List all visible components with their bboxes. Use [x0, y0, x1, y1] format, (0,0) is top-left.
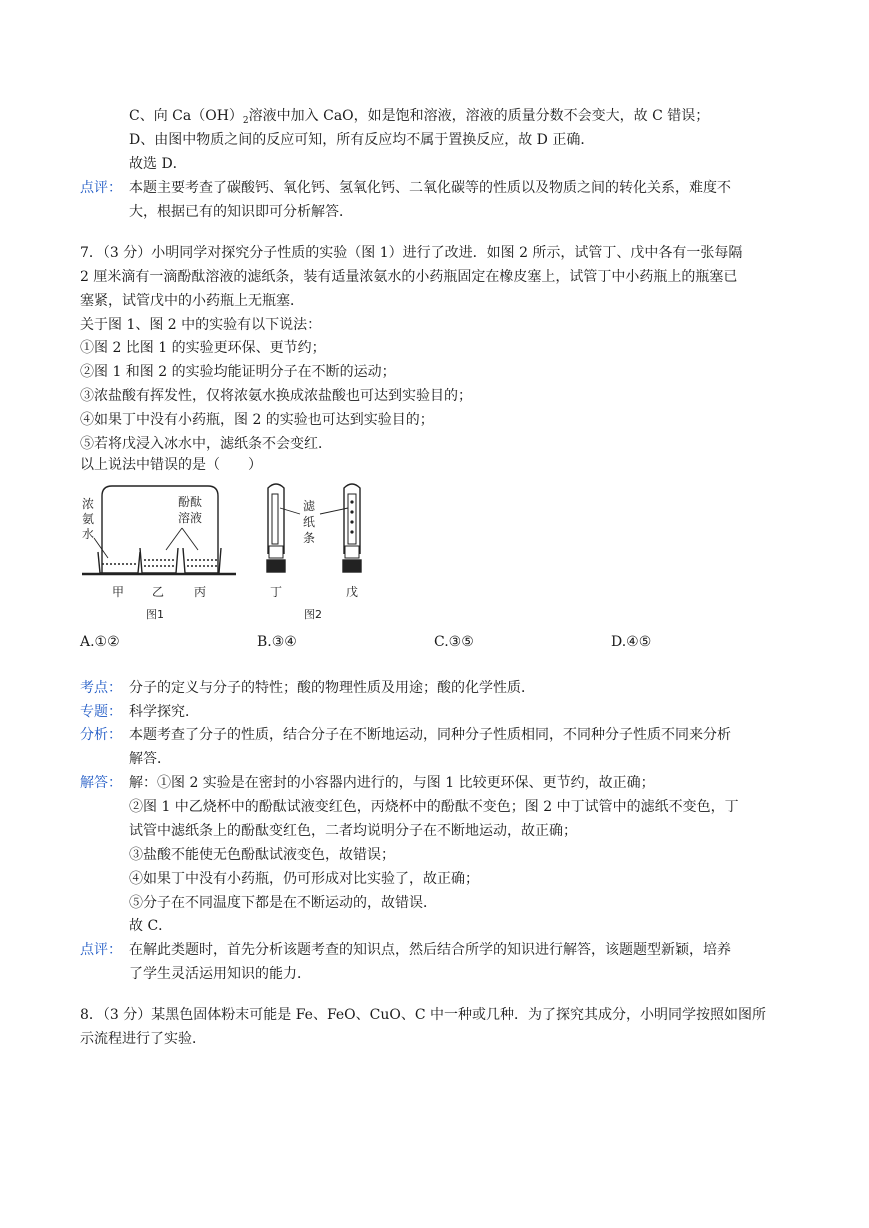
jieda-text-3: 试管中滤纸条上的酚酞变红色，二者均说明分子在不断地运动，故正确； — [129, 823, 577, 839]
fig1-label-phenolphthalein-2: 溶液 — [178, 511, 203, 525]
fenxi-label: 分析： — [80, 727, 122, 743]
fig2-label-strip-1: 滤 — [303, 499, 316, 513]
jieda-text-6: ⑤分子在不同温度下都是在不断运动的，故错误． — [129, 895, 437, 911]
q7-statement-2: ②图 1 和图 2 的实验均能证明分子在不断的运动； — [80, 364, 396, 380]
fig2-label-strip-2: 纸 — [303, 515, 316, 529]
kaodian-label: 考点： — [80, 680, 122, 696]
q7-statement-5: ⑤若将戊浸入冰水中，滤纸条不会变红． — [80, 436, 332, 452]
fig1-label-ammonia-3: 水 — [82, 527, 95, 541]
fig1-label-ammonia-1: 浓 — [82, 497, 95, 511]
tube-label-wu: 戊 — [346, 585, 359, 599]
q8-stem-2: 示流程进行了实验． — [80, 1031, 206, 1047]
zhuanti-label: 专题： — [80, 704, 122, 720]
fig1-label-phenolphthalein-1: 酚酞 — [178, 495, 203, 509]
kaodian-text: 分子的定义与分子的特性；酸的物理性质及用途；酸的化学性质． — [129, 680, 535, 696]
answer-choice: 故选 D． — [129, 156, 187, 172]
q7-statement-4: ④如果丁中没有小药瓶，图 2 的实验也可达到实验目的； — [80, 412, 434, 428]
comment-label: 点评： — [80, 180, 122, 196]
dianping-text-1: 在解此类题时，首先分析该题考查的知识点，然后结合所学的知识进行解答，该题题型新颖，培养 — [129, 942, 731, 958]
fenxi-text-1: 本题考查了分子的性质，结合分子在不断地运动，同种分子性质相同，不同种分子性质不同来分析 — [129, 727, 731, 743]
q7-statement-1: ①图 2 比图 1 的实验更环保、更节约； — [80, 340, 326, 356]
option-d: D.④⑤ — [611, 634, 652, 650]
fig2-label-strip-3: 条 — [303, 531, 316, 545]
option-d-explanation: D、由图中物质之间的反应可知，所有反应均不属于置换反应，故 D 正确． — [129, 132, 595, 148]
beaker-label-jia: 甲 — [112, 585, 125, 599]
q7-stem-3: 塞紧，试管戊中的小药瓶上无瓶塞． — [80, 293, 304, 309]
q8-stem-1: 8．（3 分）某黑色固体粉末可能是 Fe、FeO、CuO、C 中一种或几种．为了探究其成分，小明同学按照如图所 — [80, 1007, 767, 1023]
zhuanti-text: 科学探究． — [129, 704, 199, 720]
q7-question: 以上说法中错误的是（ ） — [80, 457, 262, 473]
option-c-explanation: C、向 $Ca(OH)_2$溶液中加入 CaO，如是饱和溶液，溶液的质量分数不会变大，故 C 错误； — [129, 108, 710, 126]
jieda-text-4: ③盐酸不能使无色酚酞试液变色，故错误； — [129, 847, 395, 863]
experiment-figure — [78, 478, 478, 628]
fig1-caption: 图1 — [146, 608, 164, 621]
q7-stem-4: 关于图 1、图 2 中的实验有以下说法： — [80, 317, 322, 333]
q7-stem-2: 2 厘米滴有一滴酚酞溶液的滤纸条，装有适量浓氨水的小药瓶固定在橡皮塞上，试管丁中小药瓶上的瓶塞已 — [80, 269, 738, 285]
q7-stem-1: 7．（3 分）小明同学对探究分子性质的实验（图 1）进行了改进．如图 2 所示，试管丁、戊中各有一张每隔 — [80, 245, 743, 261]
jieda-text-2: ②图 1 中乙烧杯中的酚酞试液变红色，丙烧杯中的酚酞不变色；图 2 中丁试管中的滤纸不变色，丁 — [129, 799, 739, 815]
jieda-text-5: ④如果丁中没有小药瓶，仍可形成对比实验了，故正确； — [129, 871, 479, 887]
dianping-label: 点评： — [80, 942, 122, 958]
jieda-text-7: 故 C． — [129, 918, 173, 934]
option-c: C.③⑤ — [434, 634, 474, 650]
comment-text-2: 大，根据已有的知识即可分析解答． — [129, 204, 353, 220]
comment-text-1: 本题主要考查了碳酸钙、氧化钙、氢氧化钙、二氧化碳等的性质以及物质之间的转化关系，难度不 — [129, 180, 731, 196]
option-b: B.③④ — [257, 634, 297, 650]
fig1-label-ammonia-2: 氨 — [82, 512, 95, 526]
beaker-label-bing: 丙 — [194, 585, 207, 599]
q7-statement-3: ③浓盐酸有挥发性，仅将浓氨水换成浓盐酸也可达到实验目的； — [80, 388, 472, 404]
beaker-label-yi: 乙 — [152, 585, 165, 599]
tube-label-ding: 丁 — [270, 585, 283, 599]
dianping-text-2: 了学生灵活运用知识的能力． — [129, 966, 311, 982]
fenxi-text-2: 解答． — [129, 751, 171, 767]
figure-1 — [82, 486, 236, 574]
option-a: A.①② — [80, 634, 120, 650]
jieda-text-1: 解：①图 2 实验是在密封的小容器内进行的，与图 1 比较更环保、更节约，故正确； — [129, 775, 655, 791]
jieda-label: 解答： — [80, 775, 122, 791]
fig2-caption: 图2 — [304, 608, 322, 621]
